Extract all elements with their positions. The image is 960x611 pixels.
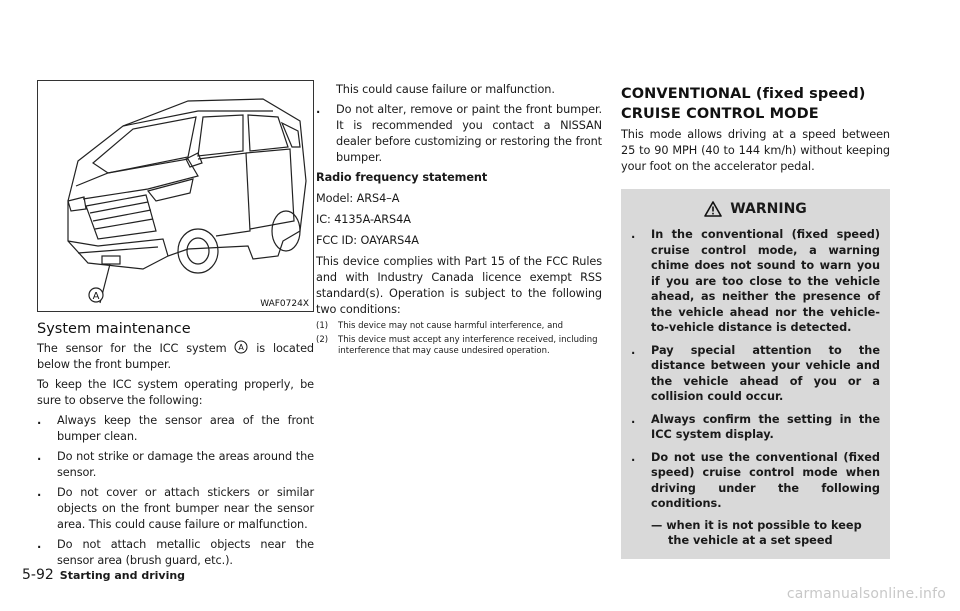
page-footer — [22, 567, 185, 583]
middle-column — [316, 80, 602, 357]
warning-title: WARNING — [730, 201, 807, 217]
mode-heading-line2: CRUISE CONTROL MODE — [621, 106, 819, 122]
mode-intro: This mode allows driving at a speed between 25 to 90 MPH (40 to 144 km/h) without keeping your foot on the accelerator pedal. — [621, 128, 890, 173]
bumper-list — [316, 102, 602, 166]
section-title: Starting and driving — [59, 569, 186, 582]
maintenance-list — [37, 413, 314, 569]
watermark: carmanualsonline.info — [786, 586, 946, 602]
svg-text:A: A — [238, 343, 245, 352]
left-column — [37, 80, 314, 569]
suv-line-drawing — [38, 81, 315, 313]
fcc-text: FCC ID: OAYARS4A — [316, 234, 419, 247]
list-item: . Do not use the conventional (fixed speed) cruise control mode when driving under the following conditions. — [631, 450, 880, 510]
continued-text: This could cause failure or malfunction. — [336, 83, 555, 96]
list-item: . Always confirm the setting in the ICC system display. — [631, 412, 880, 441]
list-item: (1) This device may not cause harmful interference, and — [316, 321, 564, 331]
list-item: . Always keep the sensor area of the front bumper clean. — [37, 414, 314, 443]
list-item: . Pay special attention to the distance between your vehicle and the vehicle ahead of you or a collision could occur. — [631, 343, 880, 403]
model-text: Model: ARS4–A — [316, 192, 400, 205]
callout-a-label: A — [92, 291, 100, 302]
sensor-text-b: is located below the front bumper. — [37, 342, 314, 371]
list-item: . Do not strike or damage the areas around the sensor. — [37, 450, 314, 479]
compliance-text: This device complies with Part 15 of the FCC Rules and with Industry Canada licence exempt RSS standard(s). Operation is subject to the following two conditions: — [316, 255, 602, 316]
list-item: . Do not alter, remove or paint the front bumper. It is recommended you contact a NISSAN dealer before customizing or restoring the front bumper. — [316, 103, 602, 164]
vehicle-figure — [37, 80, 314, 312]
sensor-location-text — [37, 340, 314, 373]
right-column — [621, 85, 890, 559]
list-item: . In the conventional (fixed speed) cruise control mode, a warning chime does not sound to warn you if you are too close to the vehicle ahead, as neither the presence of the vehicle ahead nor the vehicle-to-vehicle distance is detected. — [631, 228, 880, 334]
page-number: 5-92 — [22, 567, 54, 583]
list-item: . Do not attach metallic objects near the sensor area (brush guard, etc.). — [37, 538, 314, 567]
conditions-list — [316, 321, 602, 357]
list-item: (2) This device must accept any interference received, including interference that may cause undesired operation. — [316, 335, 598, 356]
warning-icon — [704, 201, 722, 217]
ic-text: IC: 4135A-ARS4A — [316, 213, 411, 226]
warning-heading — [631, 197, 880, 221]
sensor-text-a: The sensor for the ICC system — [37, 342, 227, 355]
list-item: . Do not cover or attach stickers or similar objects on the front bumper near the sensor area. This could cause failure or malfunction. — [37, 486, 314, 531]
warning-sub-item: — when it is not possible to keep the vehicle at a set speed — [651, 518, 862, 547]
warning-box — [621, 189, 890, 559]
callout-a-icon — [234, 340, 248, 354]
warning-list — [631, 227, 880, 512]
maintenance-intro: To keep the ICC system operating properly, be sure to observe the following: — [37, 378, 314, 407]
radio-heading: Radio frequency statement — [316, 171, 488, 184]
mode-heading-line1: CONVENTIONAL (fixed speed) — [621, 86, 866, 102]
system-maintenance-heading: System maintenance — [37, 321, 191, 337]
figure-code: WAF0724X — [260, 299, 309, 309]
